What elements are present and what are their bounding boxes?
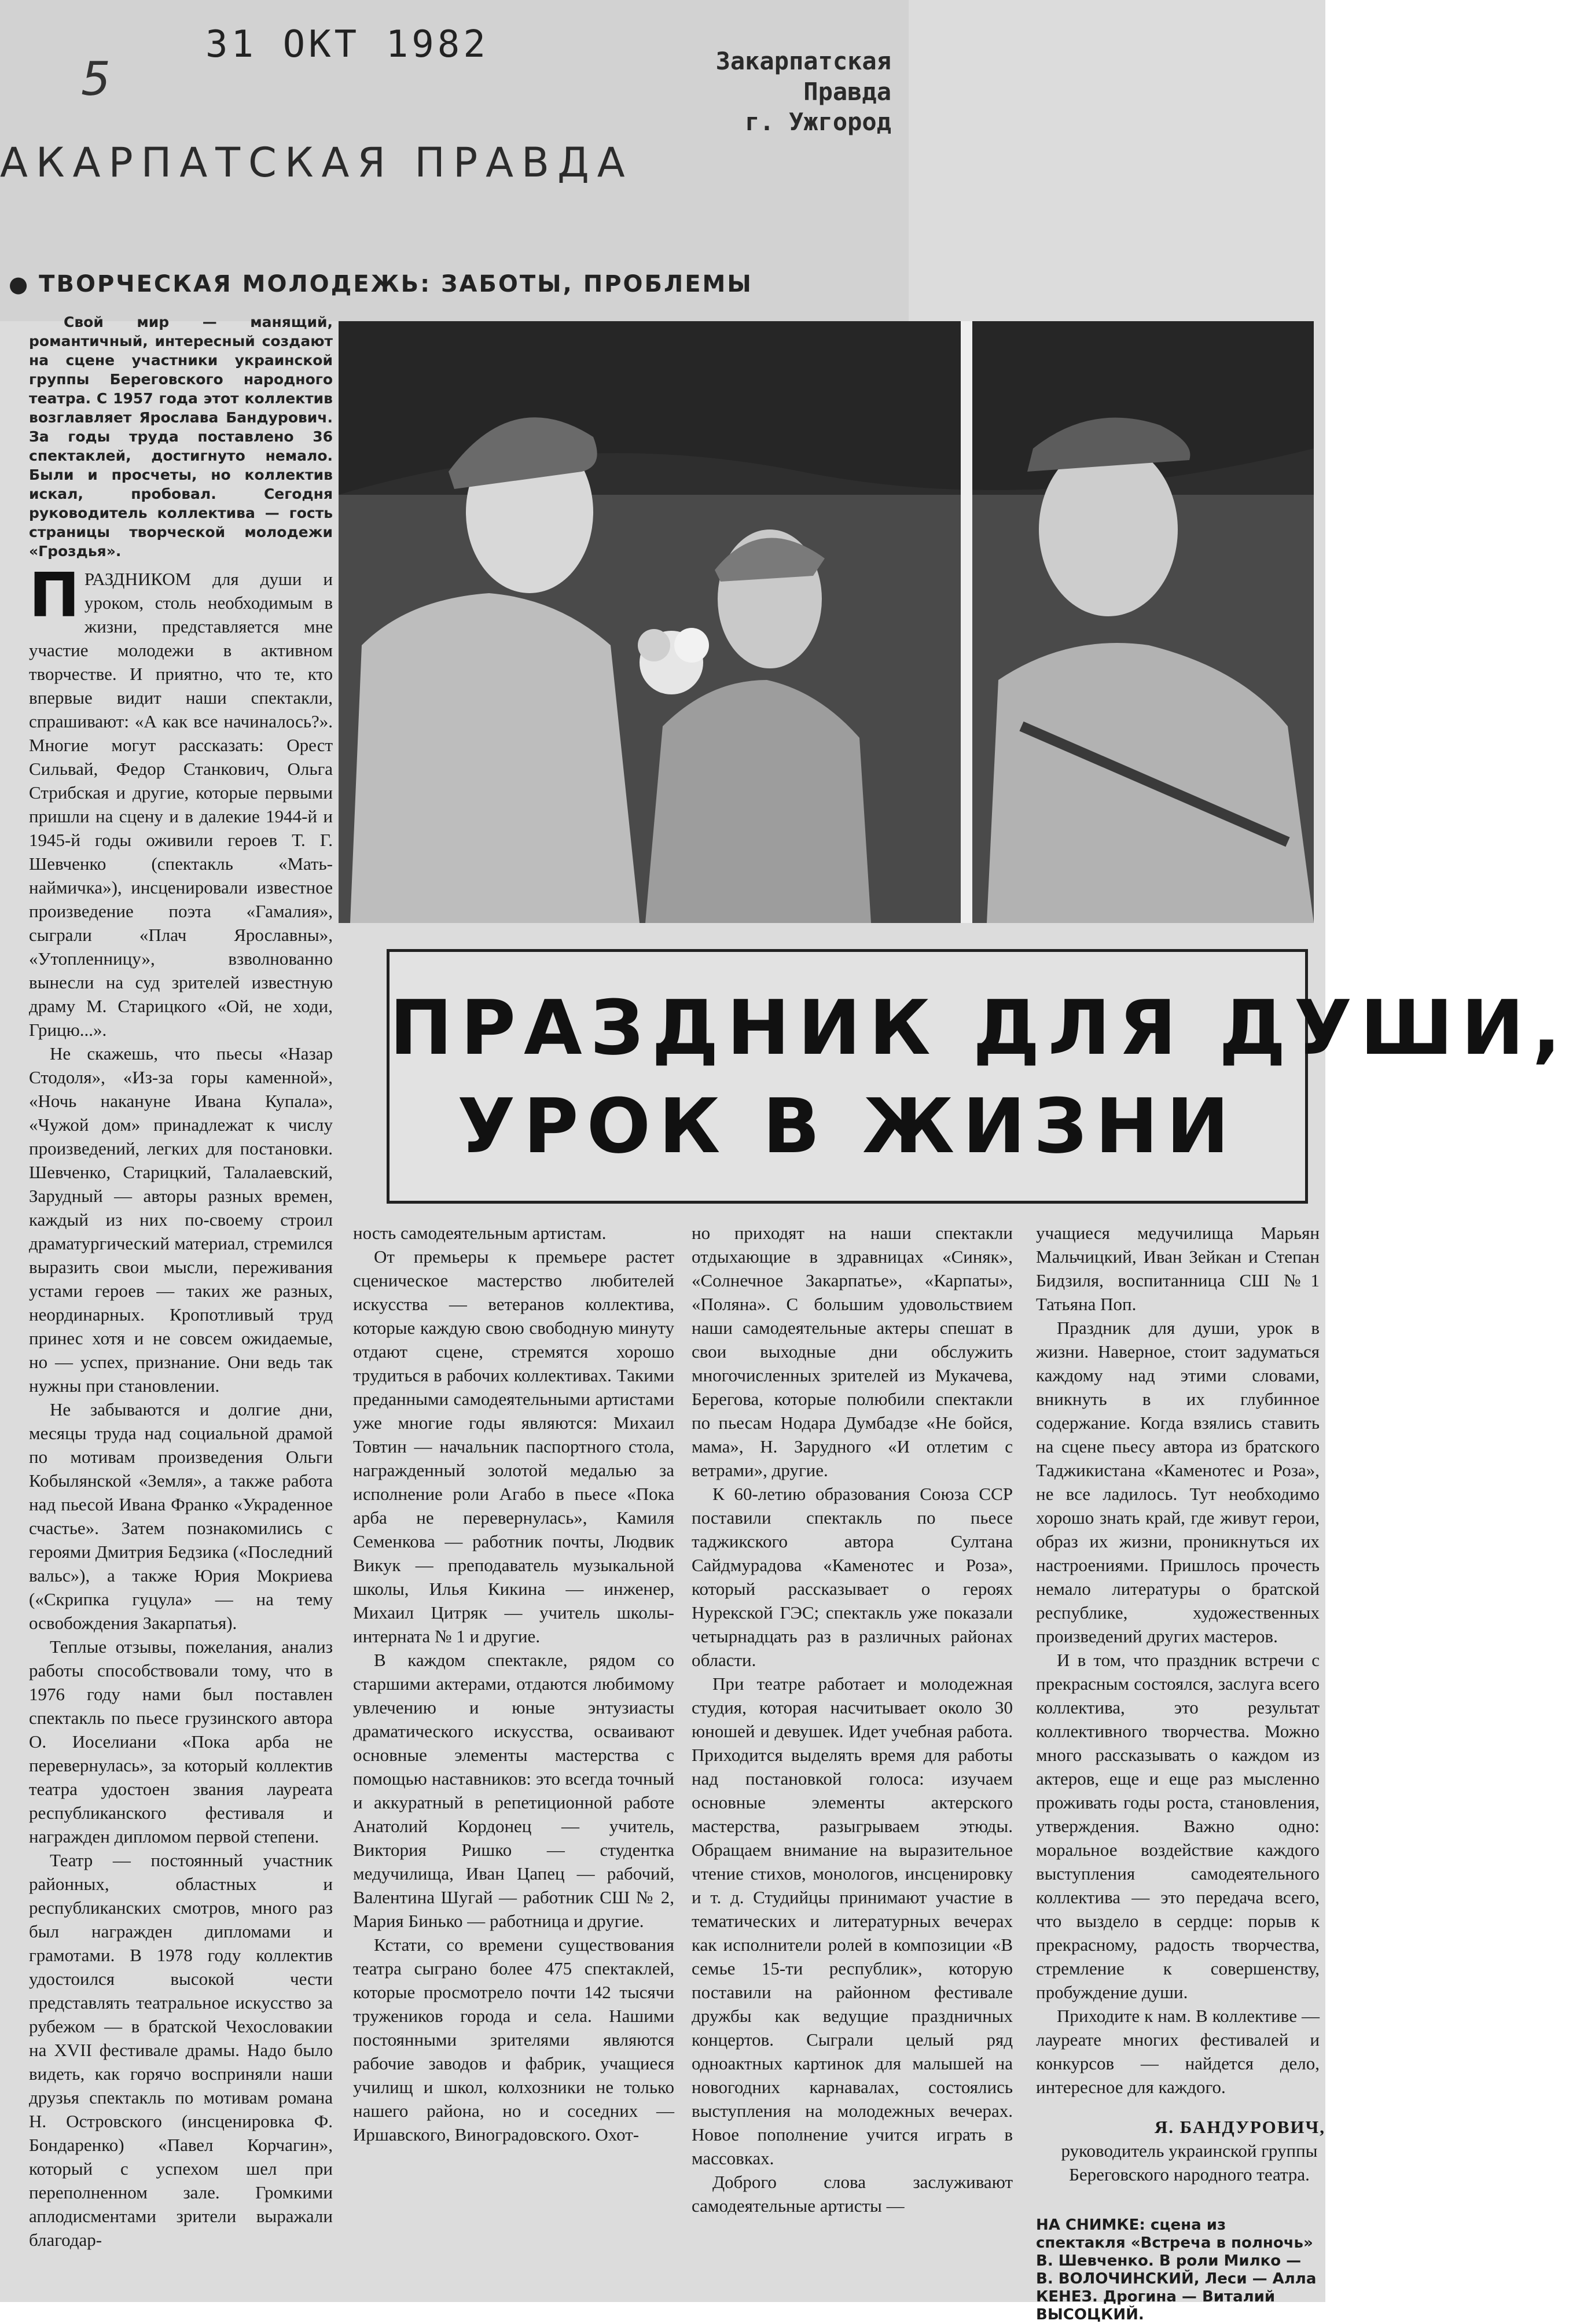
article-column-1 [29,560,333,2297]
rubric-text: ТВОРЧЕСКАЯ МОЛОДЕЖЬ: ЗАБОТЫ, ПРОБЛЕМЫ [39,271,753,297]
article-paragraph: Теплые отзывы, пожелания, анализ работы способствовали тому, что в 1976 году нами был поставлен спектакль по пьесе грузинского автора О. Иоселиани «Пока арба не перевернулась», за который коллектив театра удостоен звания лауреата республиканского фестиваля и награжден дипломом первой степени. [29,1637,333,1847]
article-paragraph: Не забываются и долгие дни, месяцы труда над социальной драмой по мотивам произведения Ольги Кобылянской «Земля», а также работа над пьесой Ивана Франко «Украденное счастье». Затем познакомились с героями Дмитрия Бедзика («Последний вальс»), а также Юрия Мокриева («Скрипка гуцула» — на тему освобождения Закарпатья). [29,1399,333,1633]
article-paragraph: учащиеся медучилища Марьян Мальчицкий, Иван Зейкан и Степан Бидзиля, воспитанница СШ №1 Татьяна Поп. [1036,1223,1320,1314]
headline-box [387,949,1569,1204]
article-paragraph: В каждом спектакле, рядом со старшими актерами, отдаются любимому увлечению и юные энтузиасты драматического искусства, осваивают основные элементы мастерства с помощью наставников: это всегда точный и аккуратный в репетиционной работе Анатолий Кордонец — учитель, Виктория Ришко — студентка медучилища, Иван Цапец — рабочий, Валентина Шугай — работник СШ № 2, Мария Бинько — работница и другие. [353,1650,674,1931]
source-city: г. Ужгород [745,108,891,136]
bullet-icon: ● [9,271,30,297]
article-paragraph: От премьеры к премьере растет сценическое мастерство любителей искусства — ветеранов коллектива, которые каждую свою свободную минуту отдают сцене, стремятся хорошо трудиться в рабочих коллективах. Такими преданными самодеятельными артистами уже многие годы являются: Михаил Товтин — начальник паспортного стола, награжденный золотой медалью за исполнение роли Агабо в пьесе «Пока арба не перевернулась», Камиля Семенкова — работник почты, Людвик Викук — преподаватель музыкальной школы, Илья Кикина — инженер, Михаил Цитряк — учитель школы-интерната № 1 и другие. [353,1246,674,1646]
lead-paragraph: Свой мир — манящий, романтичный, интересный создают на сцене участники украинской группы Береговского народного театра. С 1957 года этот коллектив возглавляет Ярослава Бандурович. За годы труда поставлено 36 спектаклей, достигнуто немало. Были и просчеты, но коллектив искал, пробовал. Сегодня руководитель коллектива — гость страницы творческой молодежи «Гроздья». [29,314,333,560]
article-paragraph: Не скажешь, что пьесы «Назар Стодоля», «Из-за горы каменной», «Ночь накануне Ивана Купала», «Чужой дом» принадлежат к числу произведений, легких для постановки. Шевченко, Старицкий, Талалаевский, Зарудный — авторы разных времен, каждый из них по-своему строил драматургический материал, стремился выразить свои мысли, переживания устами героев — таких же разных, неординарных. Кропотливый труд принес хотя и не совсем ожидаемые, но — успех, признание. Они ведь так нужны при становлении. [29,1043,333,1396]
photo-caption: НА СНИМКЕ: сцена из спектакля «Встреча в полночь» В. Шевченко. В роли Милко — В. ВОЛОЧИНСКИЙ, Леси — Алла КЕНЕЗ. Дрогина — Виталий ВЫСОЦКИЙ. [1036,2216,1317,2323]
photo-illustration [339,321,1314,923]
author-name: Я. БАНДУРОВИЧ, [1154,2117,1325,2137]
article-paragraph: При театре работает и молодежная студия, которая насчитывает около 30 юношей и девушек. Идет учебная работа. Приходится выделять время для работы над постановкой голоса: изучаем основные элементы актерского мастерства, разыгрываем этюды. Обращаем внимание на выразительное чтение стихов, монологов, инсценировку и т. д. Студийцы принимают участие в тематических и литературных вечерах как исполнители ролей в композиции «В семье 15-ти республик», которую поставили на районном фестивале дружбы как ведущие праздничных концертов. Сыграли целый ряд одноактных картинок для малышей на новогодних карнавалах, состоялись выступления на молодежных вечерах. Новое пополнение учится играть в массовках. [692,1674,1013,2168]
masthead: АКАРПАТСКАЯ ПРАВДА [0,139,633,186]
article-paragraph [29,560,333,1042]
author-signature [1053,2115,1325,2186]
theater-scene-photo [339,321,1314,923]
article-paragraph: Праздник для души, урок в жизни. Наверное, стоит задуматься каждому над этими словами, вникнуть в их глубинное содержание. Когда взялись ставить на сцене пьесу автора из братского Таджикистана «Каменотес и Роза», не все ладилось. Тут необходимо хорошо знать край, где живут герои, образ их жизни, проникнуться их настроениями. Пришлось прочесть немало литературы о братской республике, художественных произведений других мастеров. [1036,1318,1320,1646]
article-paragraph: К 60-летию образования Союза ССР поставили спектакль по пьесе таджикского автора Султана Сайдмурадова «Каменотес и Роза», который рассказывает о героях Нурекской ГЭС; спектакль уже показали четырнадцать раз в различных районах области. [692,1484,1013,1670]
article-paragraph: И в том, что праздник встречи с прекрасным состоялся, заслуга всего коллектива, это результат коллективного творчества. Можно много рассказывать о каждом из актеров, еще и еще раз мысленно проживать годы роста, становления, утверждения. Важно одно: моральное воздействие каждого выступления самодеятельного коллектива — это передача всего, что выздело в сердце: порыв к прекрасному, радость творчества, стремление к совершенству, пробуждение души. [1036,1650,1320,2002]
rubric [9,271,753,297]
author-role: руководитель украинской группы Береговского народного театра. [1061,2141,1318,2185]
headline-line-1: ПРАЗДНИК ДЛЯ ДУШИ, [390,984,1569,1072]
article-column-3 [692,1221,1013,2297]
page-number: 5 [81,52,111,106]
article-paragraph: Доброго слова заслуживают самодеятельные артисты — [692,2172,1013,2216]
source-name: Закарпатская Правда [715,47,891,106]
source-stamp [637,46,891,138]
paragraph-text: РАЗДНИКОМ для души и уроком, столь необходимым в жизни, представляется мне участие молодежи в активном творчестве. И приятно, что те, кто впервые видит наши спектакли, спрашивают: «А как все начиналось?». Многие могут рассказать: Орест Сильвай, Федор Станкович, Ольга Стрибская и другие, которые первыми пришли на сцену и в далекие 1944-й и 1945-й годы оживили героев Т. Г. Шевченко (спектакль «Мать-наймичка»), инсценировали известное произведение поэта «Гамалия», сыграли «Плач Ярославны», «Утопленницу», взволнованно вынесли на суд зрителей известную драму М. Старицкого «Ой, не ходи, Грицю...». [29,569,333,1040]
date-stamp: 31 ОКТ 1982 [205,23,489,66]
headline-line-2: УРОК В ЖИЗНИ [457,1082,1237,1170]
article-paragraph: Приходите к нам. В коллективе — лауреате многих фестивалей и конкурсов — найдется дело, интересное для каждого. [1036,2006,1320,2097]
drop-cap: П [29,560,80,631]
article-paragraph: Кстати, со времени существования театра сыграно более 475 спектаклей, которые просмотрело почти 142 тысячи тружеников города и села. Нашими постоянными зрителями являются рабочие заводов и фабрик, учащиеся училищ и школ, колхозники не только нашего района, но и соседних — Иршавского, Виноградовского. Охот- [353,1935,674,2145]
article-paragraph: но приходят на наши спектакли отдыхающие в здравницах «Синяк», «Солнечное Закарпатье», «Карпаты», «Поляна». С большим удовольствием наши самодеятельные актеры спешат в свои выходные дни обслужить многочисленных зрителей из Мукачева, Берегова, которые полюбили спектакли по пьесам Нодара Думбадзе «Не бойся, мама», Н. Зарудного «И отлетим с ветрами», другие. [692,1223,1013,1480]
article-column-2 [353,1221,674,2297]
article-paragraph: ность самодеятельным артистам. [353,1223,607,1243]
article-paragraph: Театр — постоянный участник районных, областных и республиканских смотров, много раз был награжден дипломами и грамотами. В 1978 году коллектив удостоился высокой чести представлять театральное искусство за рубежом — в братской Чехословакии на XVII фестивале драмы. Надо было видеть, как горячо восприняли наши друзья спектакль по мотивам романа Н. Островского (инсценировка Ф. Бондаренко) «Павел Корчагин», который с успехом шел при переполненном зале. Громкими аплодисментами зрители выражали благодар- [29,1850,333,2250]
article-column-4 [1036,1221,1320,2106]
